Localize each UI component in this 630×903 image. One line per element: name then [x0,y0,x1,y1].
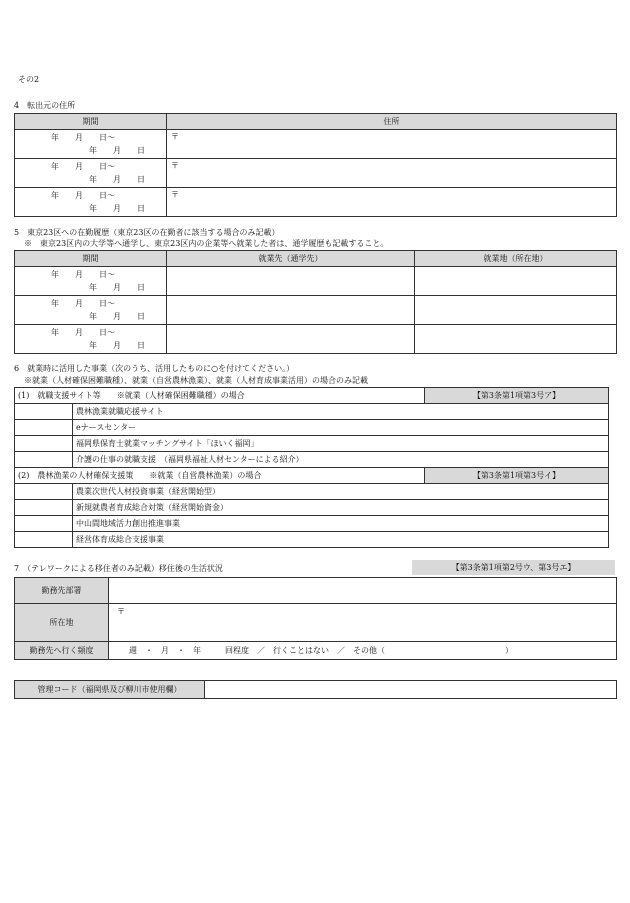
employer-cell[interactable] [167,296,415,325]
circle-cell[interactable] [15,500,73,516]
list-item: 経営体育成総合支援事業 [15,532,609,548]
circle-cell[interactable] [15,404,73,420]
period-cell[interactable]: 年 月 日～ 年 月 日 [15,325,167,354]
section4-heading: 4 転出元の住所 [14,101,76,110]
freq-options[interactable]: 週 ・ 月 ・ 年 回程度 ／ 行くことはない ／ その他（ ） [109,642,617,660]
table-row [15,130,617,159]
mgmt-field[interactable] [205,681,617,699]
col-address: 住所 [167,114,617,130]
location-cell[interactable] [415,296,617,325]
section7-heading: 7 （テレワークによる移住者のみ記載）移住後の生活状況 [14,564,223,573]
group2-ref: 【第3条第1項第3号イ】 [425,468,609,484]
group1-title: (1) 就職支援サイト等 ※就業（人材確保困難職種）の場合 [15,388,425,404]
table-row [15,188,617,217]
freq-label: 勤務先へ行く頻度 [15,642,109,660]
addr-label: 所在地 [15,604,109,642]
circle-cell[interactable] [15,484,73,500]
list-item: 農業次世代人材投資事業（経営開始型） [15,484,609,500]
period-cell[interactable]: 年 月 日～ 年 月 日 [15,267,167,296]
group1-ref: 【第3条第1項第3号ア】 [425,388,609,404]
address-cell[interactable]: 〒 [167,188,617,217]
section4-table [14,113,617,217]
period-cell[interactable]: 年 月 日～ 年 月 日 [15,130,167,159]
col-location: 就業地（所在地） [415,251,617,267]
circle-cell[interactable] [15,516,73,532]
employer-cell[interactable] [167,267,415,296]
mgmt-label: 管理コード（福岡県及び柳川市使用欄） [15,681,205,699]
section6-heading: 6 就業時に活用した事業（次のうち、活用したものに○を付けてください。） [14,364,295,373]
list-item: 新規就農者育成総合対策（経営開始資金） [15,500,609,516]
page-label: その2 [18,75,40,84]
group2-title: (2) 農林漁業の人材確保支援策 ※就業（自営農林漁業）の場合 [15,468,425,484]
section5-note: ※ 東京23区内の大学等へ通学し、東京23区内の企業等へ就業した者は、通学履歴も記載すること。 [24,239,389,248]
section6-note: ※就業（人材確保困難職種）、就業（自営農林漁業）、就業（人材育成事業活用）の場合のみ記載 [24,376,368,385]
circle-cell[interactable] [15,436,73,452]
table-row [15,325,617,354]
section6-table [14,387,609,548]
table-row [15,296,617,325]
dept-field[interactable] [109,578,617,604]
section5-heading: 5 東京23区への在勤履歴（東京23区の在勤者に該当する場合のみ記載） [14,228,280,237]
dept-label: 勤務先部署 [15,578,109,604]
list-item: 介護の仕事の就職支援 （福岡県福祉人材センターによる紹介） [15,452,609,468]
col-period: 期間 [15,114,167,130]
circle-cell[interactable] [15,532,73,548]
addr-field[interactable]: 〒 [109,604,617,642]
employer-cell[interactable] [167,325,415,354]
section7-table [14,577,617,660]
list-item: 福岡県保育士就業マッチングサイト「ほいく福岡」 [15,436,609,452]
section5-table [14,250,617,354]
address-cell[interactable]: 〒 [167,159,617,188]
location-cell[interactable] [415,267,617,296]
circle-cell[interactable] [15,452,73,468]
col-period: 期間 [15,251,167,267]
period-cell[interactable]: 年 月 日～ 年 月 日 [15,159,167,188]
table-row [15,159,617,188]
section7-ref: 【第3条第1項第2号ウ、第3号エ】 [412,560,615,575]
list-item: 中山間地域活力創出推進事業 [15,516,609,532]
list-item: eナースセンター [15,420,609,436]
list-item: 農林漁業就職応援サイト [15,404,609,420]
col-employer: 就業先（通学先） [167,251,415,267]
period-cell[interactable]: 年 月 日～ 年 月 日 [15,296,167,325]
period-cell[interactable]: 年 月 日～ 年 月 日 [15,188,167,217]
table-row [15,267,617,296]
mgmt-table [14,680,617,699]
address-cell[interactable]: 〒 [167,130,617,159]
circle-cell[interactable] [15,420,73,436]
location-cell[interactable] [415,325,617,354]
